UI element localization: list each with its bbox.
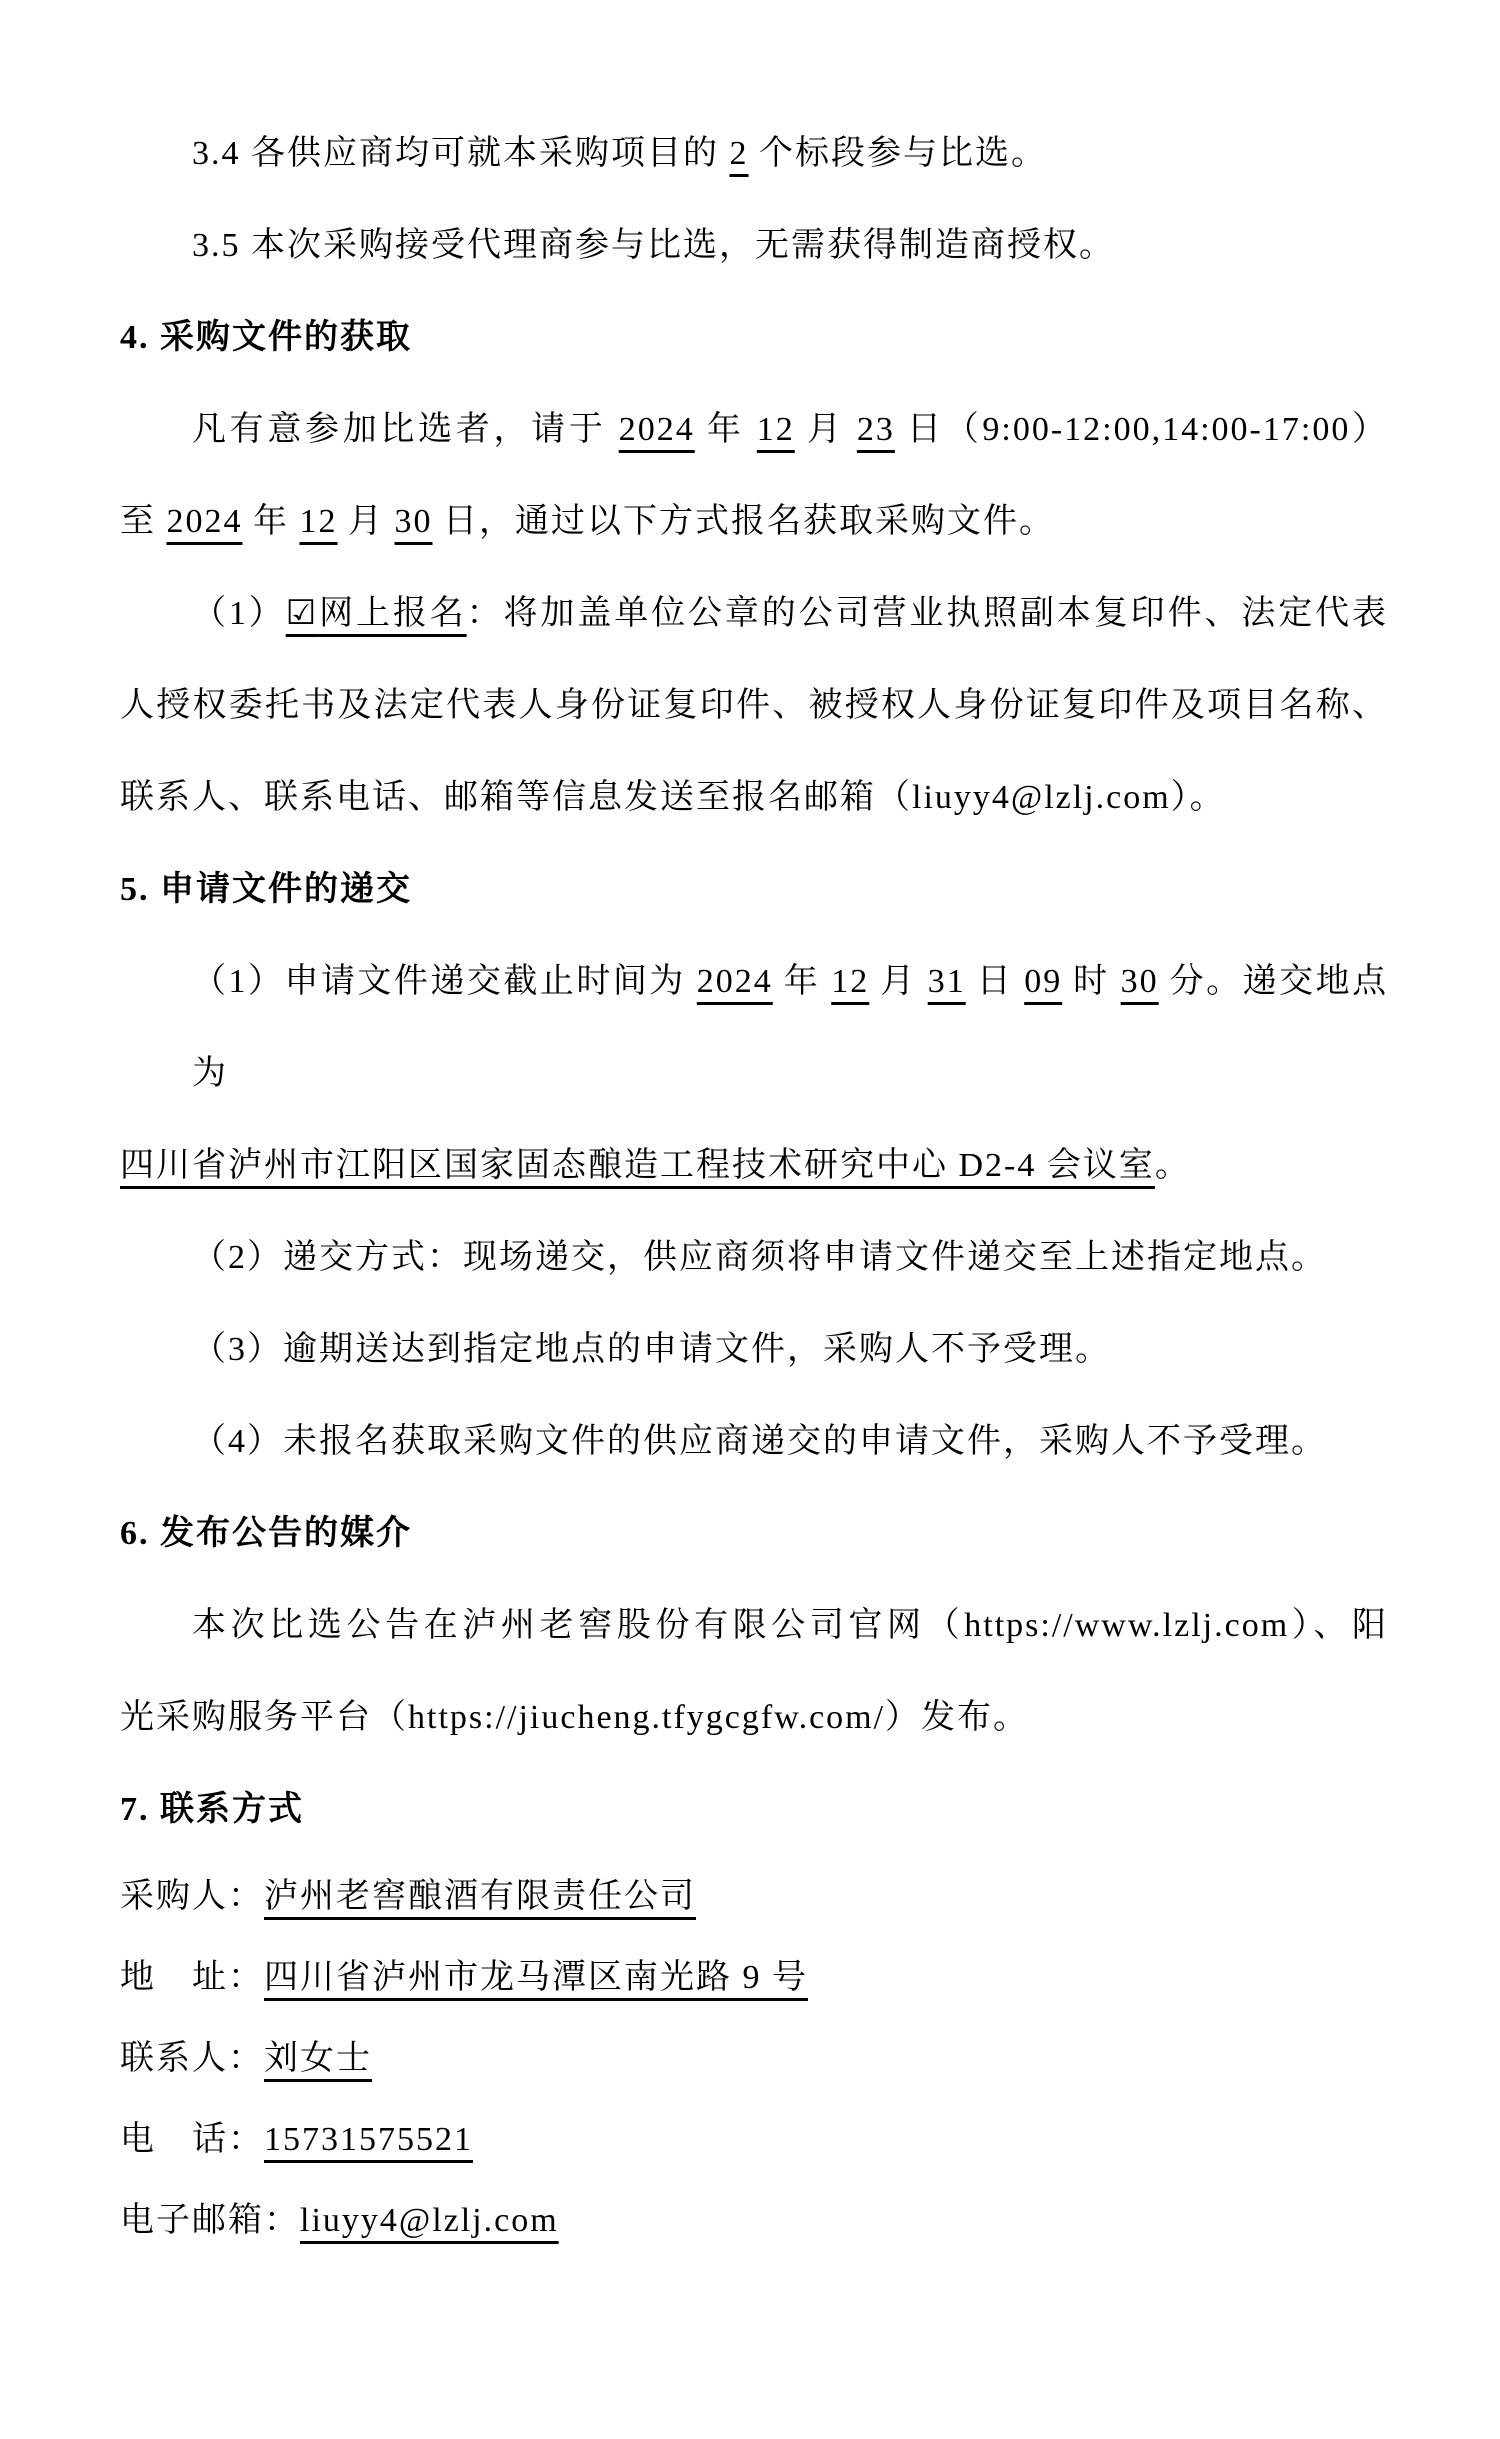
late-submission-rule: [120, 1304, 1388, 1396]
section-7-heading: [120, 1764, 1388, 1856]
text-run: （3）逾期送达到指定地点的申请文件，采购人不予受理。: [192, 1331, 1111, 1368]
section-4-paragraph-line-2: [120, 476, 1388, 568]
text-run: （4）未报名获取采购文件的供应商递交的申请文件，采购人不予受理。: [192, 1423, 1327, 1460]
text-run: 6. 发布公告的媒介: [120, 1515, 412, 1552]
text-run: 至: [120, 503, 167, 540]
underlined-text-run: 23: [856, 411, 895, 448]
text-run: 人授权委托书及法定代表人身份证复印件、被授权人身份证复印件及项目名称、: [120, 687, 1388, 724]
submission-deadline-line-2: [120, 1120, 1388, 1212]
contact-address: [120, 1937, 1388, 2018]
underlined-text-run: 15731575521: [264, 2121, 473, 2158]
underlined-text-run: 30: [1120, 963, 1159, 1000]
underlined-text-run: 四川省泸州市龙马潭区南光路 9 号: [264, 1959, 808, 1996]
document-body: [120, 108, 1388, 2261]
section-4-paragraph-line-1: [120, 384, 1388, 476]
text-run: 联系人、联系电话、邮箱等信息发送至报名邮箱（liuyy4@lzlj.com）。: [120, 779, 1226, 816]
text-run: 日（9:00-12:00,14:00-17:00）: [894, 411, 1389, 448]
section-5-heading: [120, 844, 1388, 936]
submission-deadline-line-1: [120, 936, 1388, 1120]
underlined-text-run: 泸州老窖酿酒有限责任公司: [264, 1878, 696, 1915]
contact-email: [120, 2180, 1388, 2261]
text-run: （2）递交方式：现场递交，供应商须将申请文件递交至上述指定地点。: [192, 1239, 1327, 1276]
text-run: 4. 采购文件的获取: [120, 319, 412, 356]
text-run: ：将加盖单位公章的公司营业执照副本复印件、法定代表: [466, 595, 1389, 632]
submission-method: [120, 1212, 1388, 1304]
text-run: 3.4 各供应商均可就本采购项目的: [192, 135, 730, 172]
text-run: 电子邮箱：: [120, 2202, 300, 2239]
online-registration-line-2: [120, 660, 1388, 752]
text-run: 采购人：: [120, 1878, 264, 1915]
underlined-text-run: 30: [394, 503, 433, 540]
underlined-text-run: 2024: [166, 503, 243, 540]
underlined-text-run: liuyy4@lzlj.com: [300, 2202, 559, 2239]
text-run: 个标段参与比选。: [748, 135, 1047, 172]
underlined-text-run: 2024: [618, 411, 695, 448]
underlined-text-run: 12: [831, 963, 870, 1000]
underlined-text-run: 2: [729, 135, 749, 172]
text-run: 月: [869, 963, 928, 1000]
section-4-heading: [120, 292, 1388, 384]
text-run: 年: [772, 963, 832, 1000]
underlined-text-run: 网上报名: [318, 595, 467, 632]
clause-3-4: [120, 108, 1388, 200]
text-run: （1）: [192, 595, 286, 632]
text-run: 凡有意参加比选者，请于: [192, 411, 619, 448]
underlined-text-run: 09: [1024, 963, 1063, 1000]
clause-3-5: [120, 200, 1388, 292]
text-run: 地 址：: [120, 1959, 264, 1996]
text-run: 电 话：: [120, 2121, 264, 2158]
unregistered-submission-rule: [120, 1396, 1388, 1488]
text-run: 时: [1062, 963, 1121, 1000]
underlined-text-run: 刘女士: [264, 2040, 372, 2077]
text-run: 7. 联系方式: [120, 1791, 304, 1828]
text-run: 日: [965, 963, 1025, 1000]
underlined-text-run: 12: [299, 503, 338, 540]
contact-phone: [120, 2099, 1388, 2180]
text-run: 月: [794, 411, 857, 448]
text-run: 日，通过以下方式报名获取采购文件。: [432, 503, 1055, 540]
underlined-text-run: 12: [756, 411, 795, 448]
contact-person: [120, 2018, 1388, 2099]
text-run: 3.5 本次采购接受代理商参与比选，无需获得制造商授权。: [192, 227, 1115, 264]
underlined-text-run: 31: [927, 963, 966, 1000]
text-run: 光采购服务平台（https://jiucheng.tfygcgfw.com/）发布。: [120, 1699, 1030, 1736]
text-run: 。: [1154, 1147, 1191, 1184]
text-run: 联系人：: [120, 2040, 264, 2077]
text-run: 年: [242, 503, 300, 540]
section-6-heading: [120, 1488, 1388, 1580]
underlined-text-run: 四川省泸州市江阳区国家固态酿造工程技术研究中心 D2-4 会议室: [120, 1147, 1155, 1184]
checked-checkbox-icon: ☑: [285, 595, 319, 632]
online-registration-line-1: [120, 568, 1388, 660]
announcement-media-line-2: [120, 1672, 1388, 1764]
text-run: 分。递交地点为: [192, 963, 1389, 1092]
text-run: 本次比选公告在泸州老窖股份有限公司官网（https://www.lzlj.com）、阳: [192, 1607, 1388, 1644]
contact-purchaser: [120, 1856, 1388, 1937]
text-run: 年: [694, 411, 757, 448]
announcement-media-line-1: [120, 1580, 1388, 1672]
underlined-text-run: 2024: [696, 963, 773, 1000]
text-run: 月: [337, 503, 395, 540]
online-registration-line-3: [120, 752, 1388, 844]
text-run: 5. 申请文件的递交: [120, 871, 412, 908]
text-run: （1）申请文件递交截止时间为: [192, 963, 697, 1000]
